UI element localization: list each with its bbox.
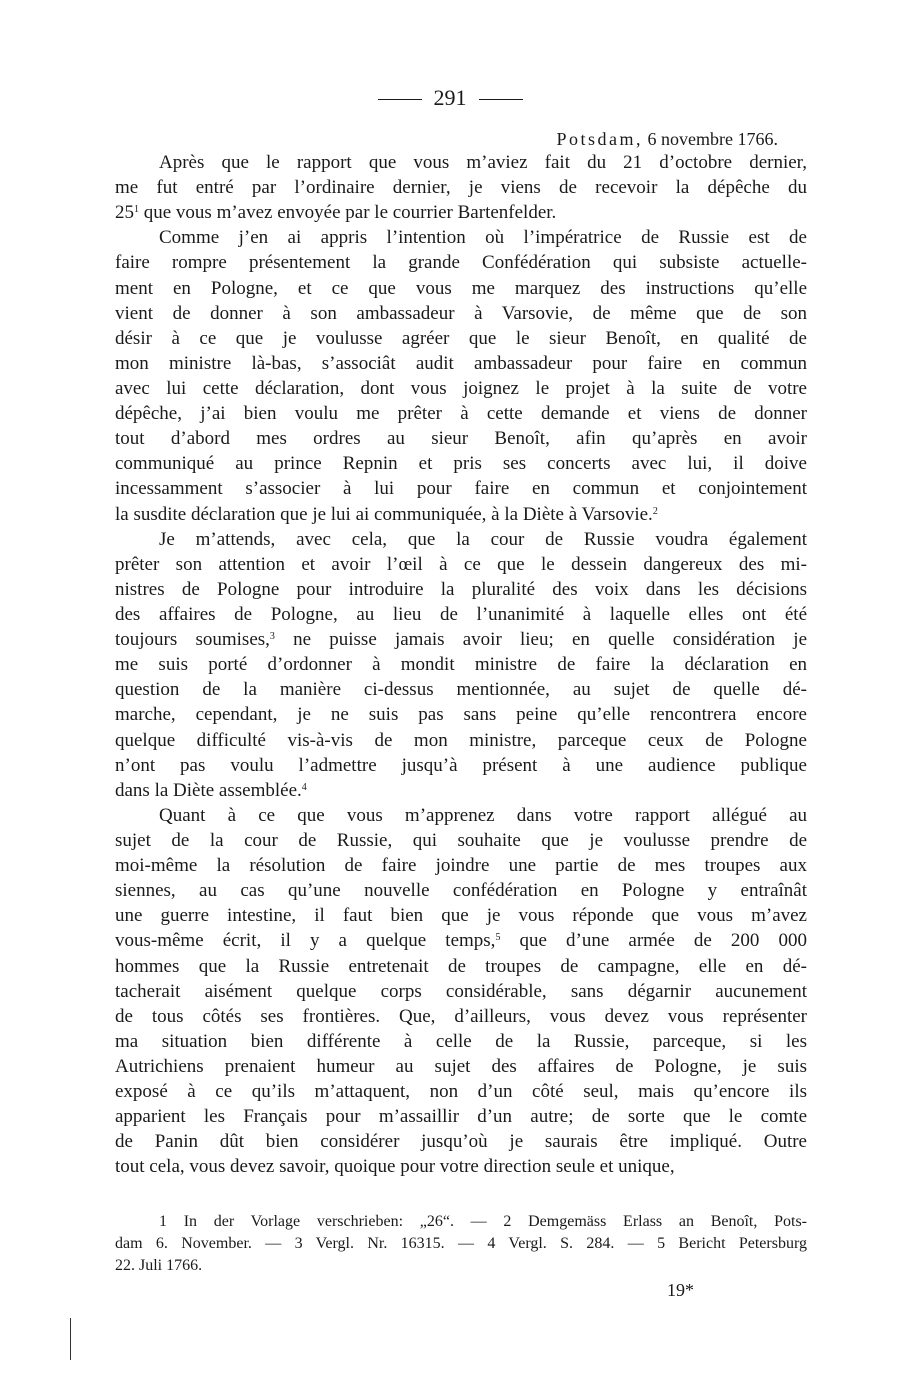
line-text: Après que le rapport que vous m’aviez fait du 21 d’octobre dernier, bbox=[159, 152, 807, 173]
line-text: tout d’abord mes ordres au sieur Benoît, afin qu’après en avoir bbox=[115, 428, 807, 450]
footnote-ref: 1 bbox=[134, 204, 139, 216]
text-line bbox=[115, 652, 807, 677]
dateline-place: Potsdam, bbox=[556, 129, 644, 149]
line-text: désir à ce que je voulusse agréer que le sieur Benoît, en qualité de bbox=[115, 327, 807, 349]
line-text: exposé à ce qu’ils m’attaquent, non d’un côté seul, mais qu’encore ils bbox=[115, 1081, 807, 1103]
text-line bbox=[115, 1004, 807, 1029]
header-rule-right bbox=[479, 99, 523, 100]
line-text: vous-même écrit, il y a quelque temps, bbox=[115, 930, 496, 952]
footnotes bbox=[115, 1211, 807, 1277]
line-text-continued: que vous m’avez envoyée par le courrier Bartenfelder. bbox=[139, 202, 557, 224]
line-text: des affaires de Pologne, au lieu de l’unanimité à laquelle elles ont été bbox=[115, 603, 807, 625]
text-line bbox=[115, 602, 807, 627]
text-line bbox=[115, 1054, 807, 1079]
line-text: de Panin dût bien considérer jusqu’où je saurais être impliqué. Outre bbox=[115, 1131, 807, 1153]
text-line bbox=[115, 627, 807, 652]
text-line bbox=[115, 476, 807, 501]
line-text: siennes, au cas qu’une nouvelle confédération en Pologne y entraînât bbox=[115, 880, 807, 902]
text-line bbox=[115, 1029, 807, 1054]
text-line bbox=[115, 803, 807, 828]
line-text: dépêche, j’ai bien voulu me prêter à cette demande et viens de donner bbox=[115, 403, 807, 425]
line-text: dans la Diète assemblée. bbox=[115, 779, 302, 801]
signature-mark: 19* bbox=[667, 1280, 694, 1300]
text-line bbox=[115, 502, 807, 527]
line-text: incessamment s’associer à lui pour faire en commun et conjointement bbox=[115, 478, 807, 500]
text-line bbox=[115, 1154, 807, 1179]
line-text: question de la manière ci-dessus mentionnée, au sujet de quelle dé- bbox=[115, 679, 807, 701]
line-text: tacherait aisément quelque corps considérable, sans dégarnir aucunement bbox=[115, 980, 807, 1002]
line-text: quelque difficulté vis-à-vis de mon ministre, parceque ceux de Pologne bbox=[115, 729, 807, 751]
line-text: ma situation bien différente à celle de la Russie, parceque, si les bbox=[115, 1030, 807, 1052]
text-line bbox=[115, 853, 807, 878]
text-line bbox=[115, 276, 807, 301]
line-text: tout cela, vous devez savoir, quoique pour votre direction seule et unique, bbox=[115, 1156, 675, 1178]
text-line bbox=[115, 301, 807, 326]
footnote-line: dam 6. November. — 3 Vergl. Nr. 16315. — 4 Vergl. S. 284. — 5 Bericht Petersburg bbox=[115, 1235, 807, 1252]
line-text: de tous côtés ses frontières. Que, d’ailleurs, vous devez vous représenter bbox=[115, 1005, 807, 1027]
page-number: 291 bbox=[433, 85, 467, 110]
text-line bbox=[115, 702, 807, 727]
line-text: prêter son attention et avoir l’œil à ce que le dessein dangereux des mi- bbox=[115, 553, 807, 575]
text-line bbox=[115, 1104, 807, 1129]
text-line bbox=[115, 728, 807, 753]
line-text: n’ont pas voulu l’admettre jusqu’à présent à une audience publique bbox=[115, 754, 807, 776]
dateline bbox=[557, 128, 779, 150]
line-text: communiqué au prince Repnin et pris ses concerts avec lui, il doive bbox=[115, 453, 807, 475]
line-text: toujours soumises, bbox=[115, 629, 270, 651]
line-text: Quant à ce que vous m’apprenez dans votre rapport allégué au bbox=[159, 804, 807, 826]
text-line bbox=[115, 376, 807, 401]
footnote-ref: 5 bbox=[495, 932, 501, 944]
text-line bbox=[115, 577, 807, 602]
line-text: vient de donner à son ambassadeur à Varsovie, de même que de son bbox=[115, 302, 807, 324]
margin-mark bbox=[70, 1318, 71, 1360]
line-text: sujet de la cour de Russie, qui souhaite que je voulusse prendre de bbox=[115, 829, 807, 851]
line-text: Je m’attends, avec cela, que la cour de Russie voudra également bbox=[159, 528, 807, 550]
text-line bbox=[115, 401, 807, 426]
footnote-line: 22. Juli 1766. bbox=[115, 1257, 203, 1274]
line-text: ment en Pologne, et ce que vous me marquez des instructions qu’elle bbox=[115, 277, 807, 299]
line-text: mon ministre là-bas, s’associât audit ambassadeur pour faire en commun bbox=[115, 352, 807, 374]
text-line bbox=[115, 150, 807, 175]
text-line bbox=[115, 250, 807, 275]
text-line bbox=[115, 451, 807, 476]
text-line bbox=[115, 753, 807, 778]
line-text: apparient les Français pour m’assaillir d’un autre; de sorte que le comte bbox=[115, 1106, 807, 1128]
text-line bbox=[115, 527, 807, 552]
text-line bbox=[115, 828, 807, 853]
footnote-ref: 4 bbox=[301, 781, 307, 793]
line-text: me fut entré par l’ordinaire dernier, je viens de recevoir la dépêche du bbox=[115, 177, 807, 199]
line-text: hommes que la Russie entretenait de troupes de campagne, elle en dé- bbox=[115, 955, 807, 977]
text-line bbox=[115, 1079, 807, 1104]
footnote-ref: 3 bbox=[269, 631, 275, 643]
text-line bbox=[115, 351, 807, 376]
dateline-date: 6 novembre 1766. bbox=[647, 129, 778, 149]
line-text: Comme j’en ai appris l’intention où l’impératrice de Russie est de bbox=[159, 227, 807, 249]
line-text: me suis porté d’ordonner à mondit ministre de faire la déclaration en bbox=[115, 654, 807, 676]
text-line bbox=[115, 326, 807, 351]
line-text: moi-même la résolution de faire joindre une partie de mes troupes aux bbox=[115, 855, 807, 877]
text-line bbox=[115, 954, 807, 979]
footnote-ref: 2 bbox=[652, 505, 658, 517]
line-text-continued: ne puisse jamais avoir lieu; en quelle considération je bbox=[274, 629, 807, 651]
letter-body bbox=[115, 150, 807, 1179]
page-header bbox=[0, 84, 900, 112]
text-line bbox=[115, 552, 807, 577]
line-text: marche, cependant, je ne suis pas sans peine qu’elle rencontrera encore bbox=[115, 704, 807, 726]
line-text: nistres de Pologne pour introduire la pluralité des voix dans les décisions bbox=[115, 578, 807, 600]
line-text-continued: que d’une armée de 200 000 bbox=[500, 930, 807, 952]
header-rule-left bbox=[378, 99, 422, 100]
text-line bbox=[115, 778, 807, 803]
text-line bbox=[115, 878, 807, 903]
footnote-line: 1 In der Vorlage verschrieben: „26“. — 2 Demgemäss Erlass an Benoît, Pots- bbox=[159, 1213, 807, 1230]
text-line bbox=[115, 225, 807, 250]
text-line bbox=[115, 426, 807, 451]
line-text: Autrichiens prenaient humeur au sujet des affaires de Pologne, je suis bbox=[115, 1055, 807, 1077]
line-text: faire rompre présentement la grande Confédération qui subsiste actuelle- bbox=[115, 252, 807, 274]
line-text: avec lui cette déclaration, dont vous joignez le projet à la suite de votre bbox=[115, 377, 807, 399]
text-line bbox=[115, 1129, 807, 1154]
line-text: 25 bbox=[115, 202, 134, 224]
text-line bbox=[115, 928, 807, 953]
text-line bbox=[115, 677, 807, 702]
text-line bbox=[115, 175, 807, 200]
text-line bbox=[115, 979, 807, 1004]
text-line bbox=[115, 200, 807, 225]
line-text: la susdite déclaration que je lui ai communiquée, à la Diète à Varsovie. bbox=[115, 503, 653, 525]
text-line bbox=[115, 903, 807, 928]
line-text: une guerre intestine, il faut bien que je vous réponde que vous m’avez bbox=[115, 905, 807, 927]
